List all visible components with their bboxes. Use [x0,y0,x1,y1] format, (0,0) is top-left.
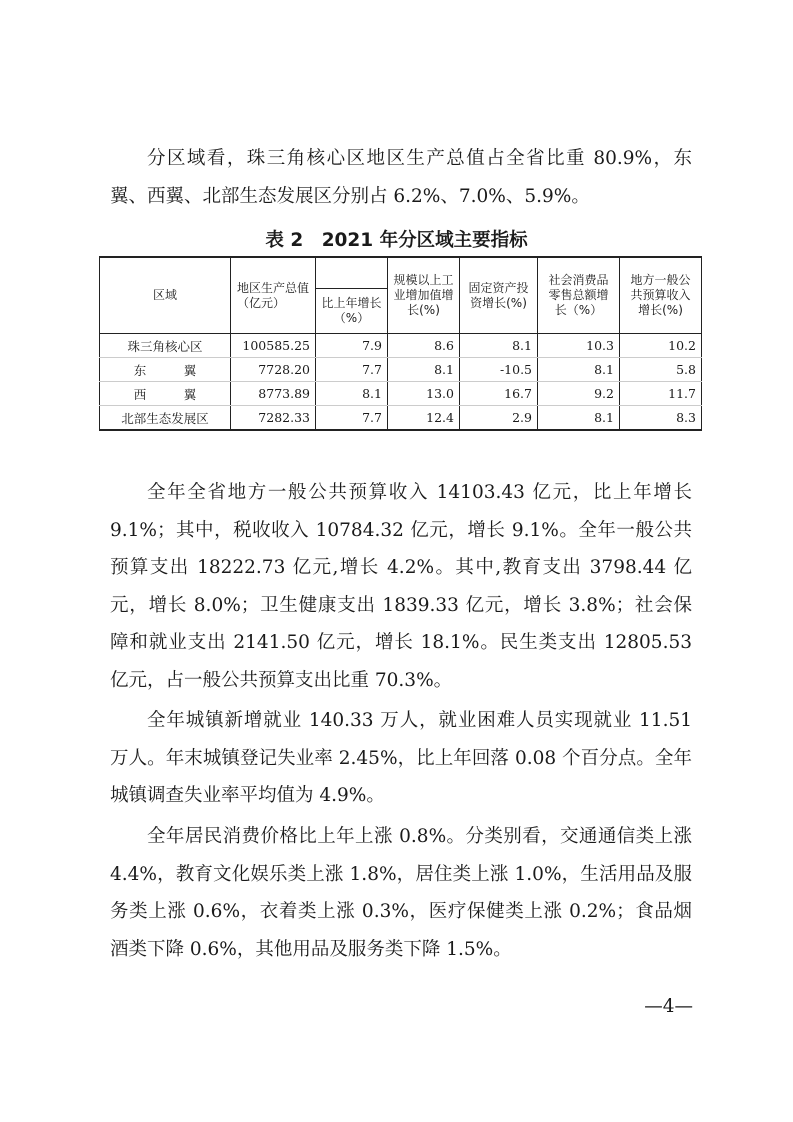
cell-retail: 8.1 [538,358,620,382]
cell-gdp: 100585.25 [231,334,316,358]
cell-retail: 10.3 [538,334,620,358]
cell-gdp: 7728.20 [231,358,316,382]
paragraph-consumer-prices: 全年居民消费价格比上年上涨 0.8%。分类别看，交通通信类上涨 4.4%，教育文化娱乐类上涨 1.8%，居住类上涨 1.0%，生活用品及服务类上涨 0.6%，衣着类上涨 0.3%，医疗保健类上涨 0.2%；食品烟酒类下降 0.6%，其他用品及服务类下降 1.5%。 [110,826,692,960]
cell-retail: 8.1 [538,406,620,431]
regional-indicators-table [99,256,702,431]
paragraph-budget: 全年全省地方一般公共预算收入 14103.43 亿元，比上年增长 9.1%；其中，税收收入 10784.32 亿元，增长 9.1%。全年一般公共预算支出 18222.73 亿元,增长 4.2%。其中,教育支出 3798.44 亿元，增长 8.0%；卫生健康支出 1839.33 亿元，增长 3.8%；社会保障和就业支出 2141.50 亿元，增长 18.1%。民生类支出 12805.53 亿元，占一般公共预算支出比重 70.3%。 [110,482,692,691]
cell-revenue: 8.3 [620,406,702,431]
cell-industry: 8.6 [388,334,460,358]
header-region: 区域 [100,257,231,334]
cell-revenue: 10.2 [620,334,702,358]
cell-region: 珠三角核心区 [100,334,231,358]
page-number: —4— [644,996,693,1017]
table-row [100,382,702,406]
header-retail: 社会消费品零售总额增长（%） [538,257,620,334]
table-title: 表 2 2021 年分区域主要指标 [265,230,528,251]
header-revenue: 地方一般公共预算收入增长(%) [620,257,702,334]
header-gdp: 地区生产总值（亿元） [231,257,316,334]
cell-retail: 9.2 [538,382,620,406]
cell-region: 北部生态发展区 [100,406,231,431]
cell-region: 西 翼 [100,382,231,406]
cell-gdp-growth: 8.1 [316,382,388,406]
cell-revenue: 5.8 [620,358,702,382]
header-investment: 固定资产投资增长(%) [460,257,538,334]
cell-investment: 8.1 [460,334,538,358]
table-row [100,406,702,431]
cell-investment: -10.5 [460,358,538,382]
cell-revenue: 11.7 [620,382,702,406]
cell-industry: 8.1 [388,358,460,382]
table-row [100,334,702,358]
table-row [100,358,702,382]
header-gdp-growth: 比上年增长（%） [316,289,388,334]
cell-industry: 12.4 [388,406,460,431]
cell-gdp: 8773.89 [231,382,316,406]
cell-region: 东 翼 [100,358,231,382]
cell-gdp: 7282.33 [231,406,316,431]
paragraph-regional-share: 分区域看，珠三角核心区地区生产总值占全省比重 80.9%，东翼、西翼、北部生态发展区分别占 6.2%、7.0%、5.9%。 [110,148,692,207]
header-industry: 规模以上工业增加值增长(%) [388,257,460,334]
cell-gdp-growth: 7.9 [316,334,388,358]
cell-industry: 13.0 [388,382,460,406]
cell-gdp-growth: 7.7 [316,358,388,382]
paragraph-employment: 全年城镇新增就业 140.33 万人，就业困难人员实现就业 11.51 万人。年末城镇登记失业率 2.45%，比上年回落 0.08 个百分点。全年城镇调查失业率平均值为 4.9%。 [110,710,692,806]
cell-gdp-growth: 7.7 [316,406,388,431]
cell-investment: 2.9 [460,406,538,431]
cell-investment: 16.7 [460,382,538,406]
